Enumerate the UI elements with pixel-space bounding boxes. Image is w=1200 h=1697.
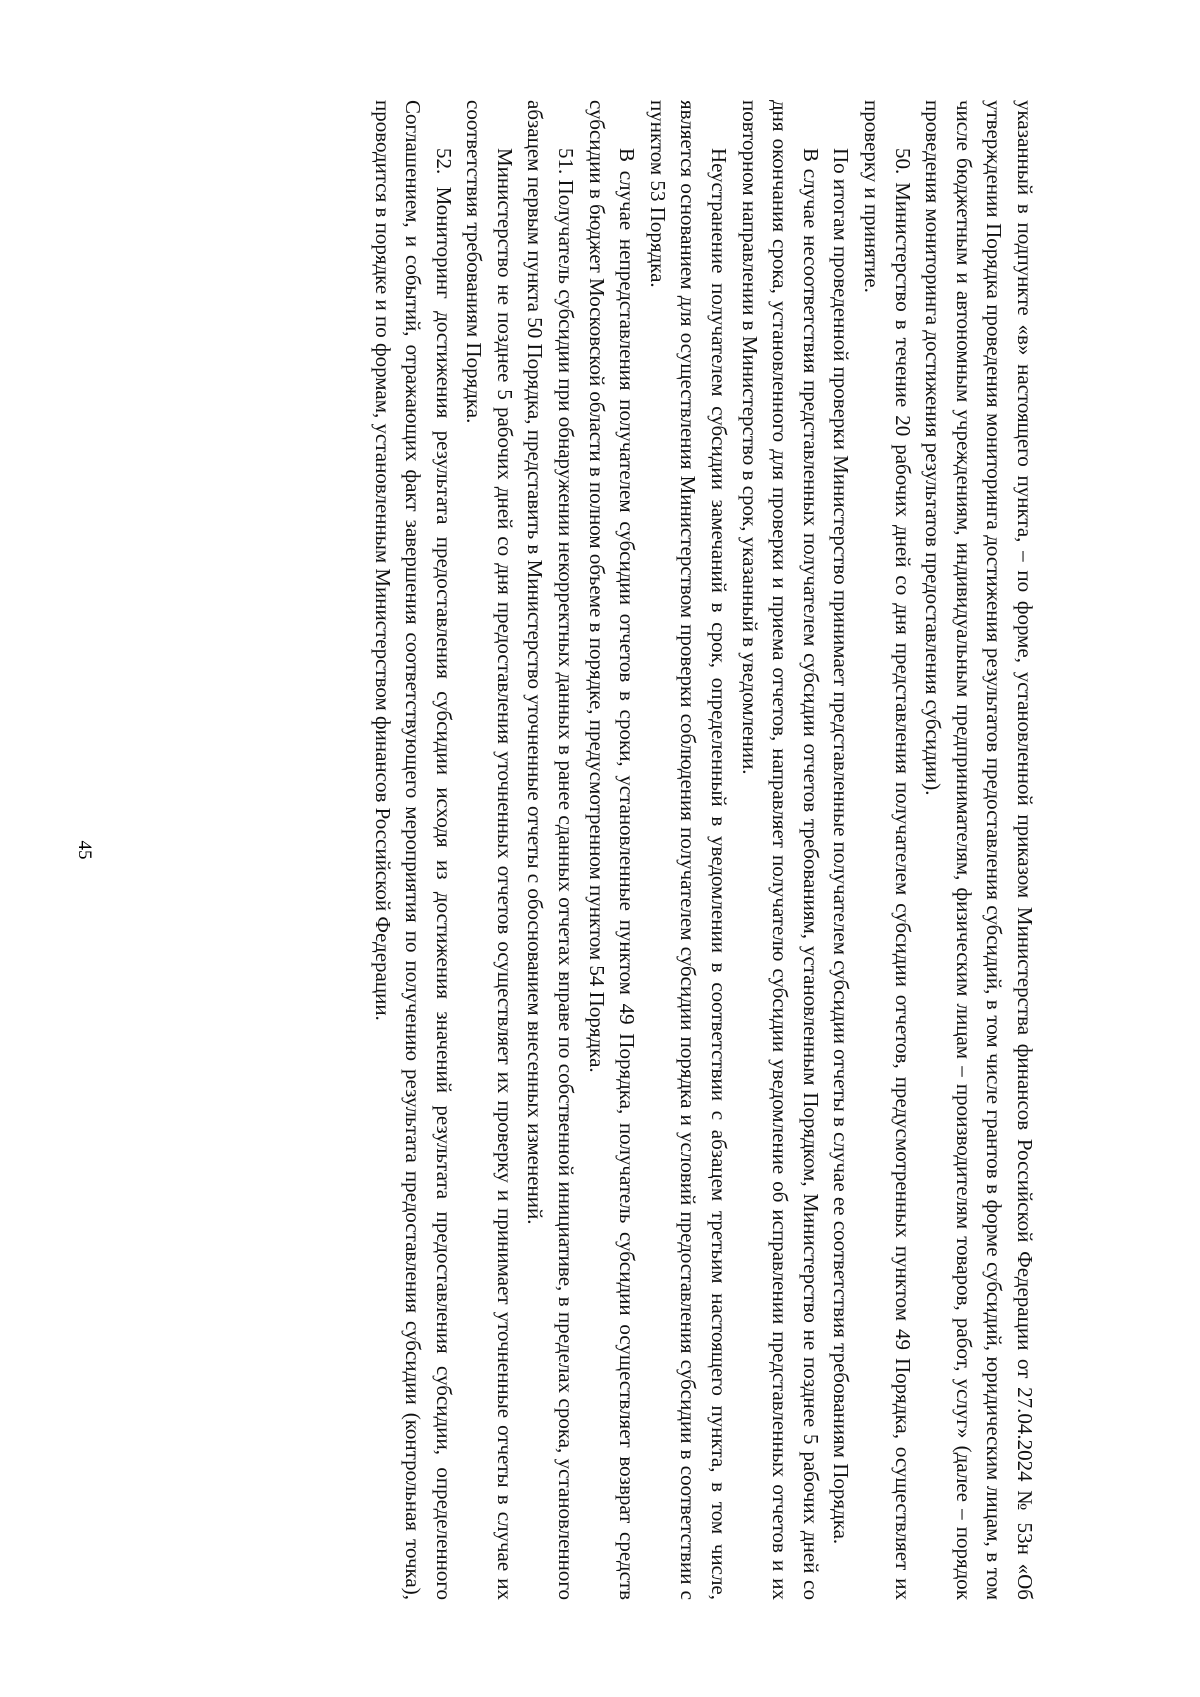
paragraph-8: Министерство не позднее 5 рабочих дней со дня предоставления уточненных отчетов осуществляет их проверку и принимает уточненные отчеты в случае их соответствия требованиям Порядка.: [462, 100, 517, 1600]
paragraph-6: В случае непредставления получателем субсидии отчетов в сроки, установленные пунктом 49 Порядка, получатель субсидии осуществляет возврат средств субсидии в бюджет Московской области в полном объеме в порядке, предусмотренном пунктом 54 Порядка.: [584, 100, 640, 1600]
paragraph-4: В случае несоответствия представленных получателем субсидии отчетов требованиям, установленным Порядком, Министерство не позднее 5 рабочих дней со дня окончания срока, установленного для проверки и приема отчетов, направляет получателю субсидии уведомление об исправлении представленных отчетов и их повторном направлении в Министерство в срок, указанный в уведомлении.: [737, 100, 823, 1600]
paragraph-1: указанный в подпункте «в» настоящего пункта, – по форме, установленной приказом Министерства финансов Российской Федерации от 27.04.2024 № 53н «Об утверждении Порядка проведения мониторинга достижения результатов предоставления субсидий, в том числе грантов в форме субсидий, юридическим лицам, в том числе бюджетным и автономным учреждениям, индивидуальным предпринимателям, физическим лицам – производителям товаров, работ, услуг» (далее – порядок проведения мониторинга достижения результатов предоставления субсидии).: [921, 100, 1037, 1600]
document-body: [170, 100, 1040, 1600]
page-number: 45: [74, 840, 95, 860]
paragraph-3: По итогам проведенной проверки Министерство принимает представленные получателем субсидии отчеты в случае ее соответствия требованиям Порядка.: [829, 148, 854, 1545]
paragraph-2: 50. Министерство в течение 20 рабочих дней со дня представления получателем субсидии отчетов, предусмотренных пунктом 49 Порядка, осуществляет их проверку и принятие.: [860, 100, 915, 1600]
paragraph-7: 51. Получатель субсидии при обнаружении некорректных данных в ранее сданных отчетах вправе по собственной инициативе, в пределах срока, установленного абзацем первым пункта 50 Порядка, представить в Министерство уточненные отчеты с обоснованием внесенных изменений.: [523, 100, 579, 1600]
paragraph-9: 52. Мониторинг достижения результата предоставления субсидии исходя из достижения значений результата предоставления субсидии, определенного Соглашением, и событий, отражающих факт завершения соответствующего мероприятия по получению результата предоставления субсидии (контрольная точка), проводится в порядке и по формам, установленным Министерством финансов Российской Федерации.: [370, 100, 456, 1600]
paragraph-5: Неустранение получателем субсидии замечаний в срок, определенный в уведомлении в соответствии с абзацем третьим настоящего пункта, в том числе, является основанием для осуществления Министерством проверки соблюдения получателем субсидии порядка и условий предоставления субсидии в соответствии с пунктом 53 Порядка.: [645, 100, 732, 1600]
